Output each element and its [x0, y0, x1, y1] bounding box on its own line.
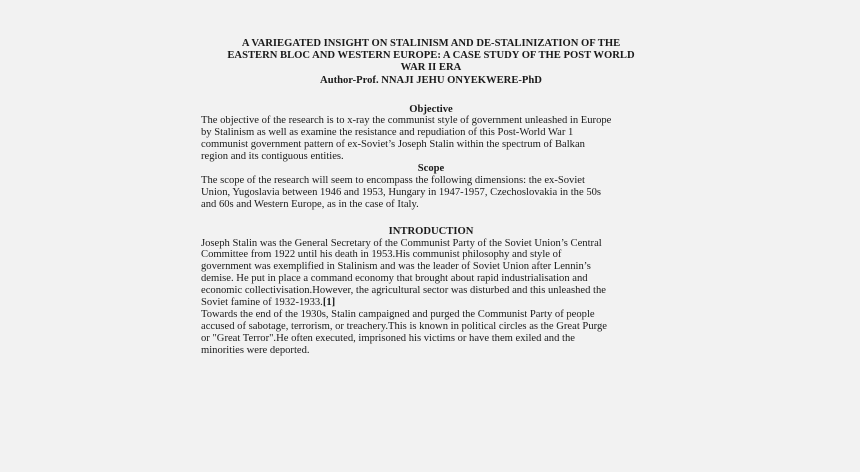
paragraph-line: accused of sabotage, terrorism, or treachery.This is known in political circles as the Great Purge [201, 320, 607, 332]
paragraph-line: by Stalinism as well as examine the resistance and repudiation of this Post-World War 1 [201, 127, 574, 139]
paragraph-line: communist government pattern of ex-Soviet’s Joseph Stalin within the spectrum of Balkan [201, 139, 585, 151]
paragraph-line: Towards the end of the 1930s, Stalin campaigned and purged the Communist Party of people [201, 309, 595, 321]
citation-reference[interactable]: [1] [322, 297, 336, 309]
title-line: EASTERN BLOC AND WESTERN EUROPE: A CASE STUDY OF THE POST WORLD [227, 50, 635, 62]
paragraph-line: or "Great Terror".He often executed, imprisoned his victims or have them exiled and the [201, 332, 575, 344]
paragraph-line: The scope of the research will seem to encompass the following dimensions: the ex-Soviet [201, 174, 585, 186]
paragraph-line: and 60s and Western Europe, as in the case of Italy. [201, 198, 419, 210]
paper-content [201, 38, 661, 357]
famine-text: Soviet famine of 1932-1933. [201, 297, 323, 309]
paragraph-line: Committee from 1922 until his death in 1953.His communist philosophy and style of [201, 249, 562, 261]
introduction-heading: INTRODUCTION [388, 225, 474, 237]
objective-heading: Objective [409, 103, 453, 115]
objective-paragraph [201, 115, 661, 163]
introduction-paragraph [201, 238, 661, 357]
title-line: WAR II ERA [400, 62, 462, 74]
paragraph-line: demise. He put in place a command economy that brought about rapid industrialisation and [201, 273, 588, 285]
paragraph-line: region and its contiguous entities. [201, 151, 344, 163]
paragraph-line: economic collectivisation.However, the agricultural sector was disturbed and this unleashed the [201, 285, 606, 297]
paragraph-line: minorities were deported. [201, 344, 310, 356]
title-line: A VARIEGATED INSIGHT ON STALINISM AND DE-STALINIZATION OF THE [241, 38, 621, 49]
paragraph-line: government was exemplified in Stalinism and was the leader of Soviet Union after Lennin’s [201, 261, 591, 273]
paper-title [201, 38, 661, 75]
paper-author: Author-Prof. NNAJI JEHU ONYEKWERE-PhD [320, 74, 542, 86]
scope-heading: Scope [417, 163, 445, 175]
paragraph-line [201, 297, 661, 309]
paragraph-line: The objective of the research is to x-ray the communist style of government unleashed in Europe [201, 115, 612, 127]
paragraph-line: Union, Yugoslavia between 1946 and 1953, Hungary in 1947-1957, Czechoslovakia in the 50s [201, 186, 602, 198]
paragraph-line: Joseph Stalin was the General Secretary of the Communist Party of the Soviet Union’s Central [201, 237, 602, 249]
scope-paragraph [201, 175, 661, 211]
